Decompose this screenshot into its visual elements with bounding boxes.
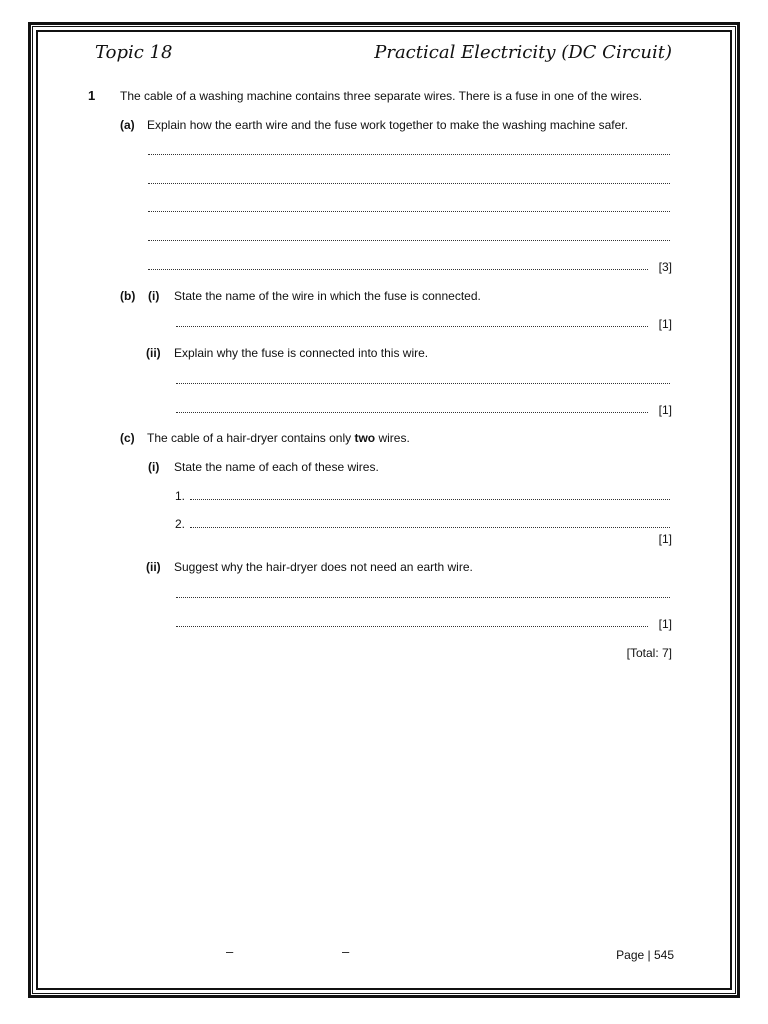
part-b-ii-label: (ii)	[146, 346, 161, 360]
part-c-text-before: The cable of a hair-dryer contains only	[147, 431, 355, 445]
question-stem: The cable of a washing machine contains three separate wires. There is a fuse in one of the wires.	[120, 89, 643, 103]
wire-item-2-label: 2.	[175, 517, 186, 531]
page-number: Page | 545	[616, 948, 674, 962]
part-a-label: (a)	[120, 118, 135, 132]
part-b-i-text: State the name of the wire in which the fuse is connected.	[174, 289, 481, 303]
part-b-label: (b)	[120, 289, 136, 303]
part-c-text-bold: two	[354, 431, 376, 445]
answer-line-a2[interactable]	[148, 183, 670, 184]
question-number: 1	[88, 88, 96, 103]
part-c-i-mark: [1]	[658, 532, 672, 546]
total-marks: [Total: 7]	[626, 646, 672, 660]
answer-line-c-i-2[interactable]	[190, 527, 670, 528]
answer-line-c-i-1[interactable]	[190, 499, 670, 500]
topic-label: Topic 18	[95, 42, 173, 63]
part-b-i-label: (i)	[148, 289, 160, 303]
part-c-i-label: (i)	[148, 460, 160, 474]
page-border-inner	[36, 30, 732, 990]
part-c-ii-text: Suggest why the hair-dryer does not need an earth wire.	[174, 560, 473, 574]
part-b-ii-mark: [1]	[658, 403, 672, 417]
part-a-mark: [3]	[658, 260, 672, 274]
part-c-label: (c)	[120, 431, 135, 445]
part-c-text	[147, 431, 410, 445]
answer-line-b-i[interactable]	[176, 326, 648, 327]
part-c-ii-mark: [1]	[658, 617, 672, 631]
footer-dash-right: –	[342, 944, 350, 959]
answer-line-a5[interactable]	[148, 269, 648, 270]
part-c-i-text: State the name of each of these wires.	[174, 460, 379, 474]
answer-line-b-ii-1[interactable]	[176, 383, 670, 384]
answer-line-a4[interactable]	[148, 240, 670, 241]
wire-item-1-label: 1.	[175, 489, 186, 503]
part-c-text-after: wires.	[375, 431, 410, 445]
answer-line-b-ii-2[interactable]	[176, 412, 648, 413]
part-b-i-mark: [1]	[658, 317, 672, 331]
part-b-ii-text: Explain why the fuse is connected into this wire.	[174, 346, 429, 360]
answer-line-a1[interactable]	[148, 154, 670, 155]
part-c-ii-label: (ii)	[146, 560, 161, 574]
answer-line-a3[interactable]	[148, 211, 670, 212]
part-a-text: Explain how the earth wire and the fuse work together to make the washing machine safer.	[147, 118, 628, 132]
footer-dash-left: –	[226, 944, 234, 959]
answer-line-c-ii-1[interactable]	[176, 597, 670, 598]
page-title: Practical Electricity (DC Circuit)	[374, 42, 672, 63]
answer-line-c-ii-2[interactable]	[176, 626, 648, 627]
